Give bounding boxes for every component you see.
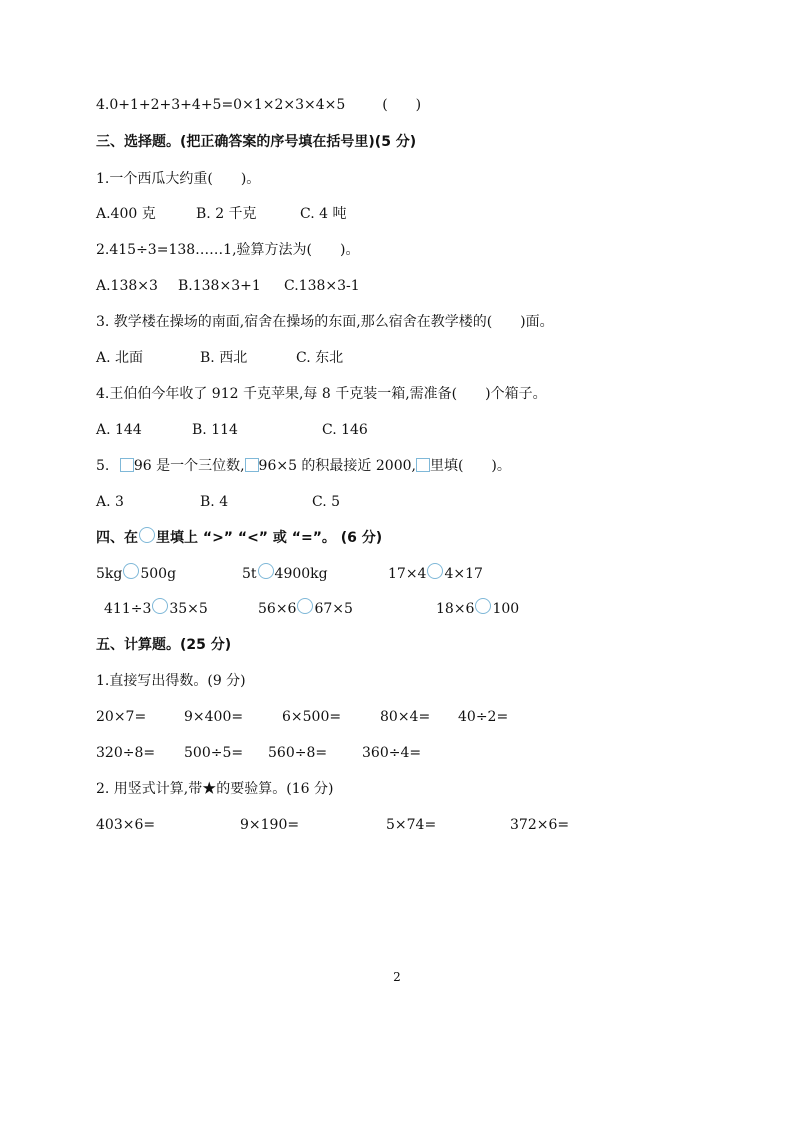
judgement-item-4: [96, 94, 421, 116]
circle-icon: [139, 527, 155, 543]
compare-item: [96, 563, 176, 585]
question-number: 5.: [96, 458, 110, 474]
option-b[interactable]: B. 西北: [200, 350, 248, 366]
choice-question-2: 2.415÷3=138……1,验算方法为( )。: [96, 242, 360, 258]
compare-right: 500g: [140, 566, 177, 582]
calc-item: 5×74=: [386, 817, 437, 833]
choice-question-1: 1.一个西瓜大约重( )。: [96, 171, 261, 187]
section-3-title: 三、选择题。(把正确答案的序号填在括号里)(5 分): [96, 134, 417, 150]
section-4-title: [96, 527, 382, 549]
section-5-sub-2: 2. 用竖式计算,带★的要验算。(16 分): [96, 781, 334, 797]
option-c[interactable]: C.138×3-1: [284, 278, 360, 294]
compare-left: 17×4: [388, 566, 427, 582]
option-b[interactable]: B. 2 千克: [196, 206, 257, 222]
compare-item: [258, 598, 353, 620]
option-b[interactable]: B.138×3+1: [178, 278, 261, 294]
judgement-item-4-text: 4.0+1+2+3+4+5=0×1×2×3×4×5: [96, 97, 346, 113]
calc-item: 560÷8=: [268, 745, 328, 761]
calc-item: 320÷8=: [96, 745, 156, 761]
calc-item: 20×7=: [96, 709, 147, 725]
compare-circle-blank[interactable]: [475, 598, 491, 614]
option-b[interactable]: B. 4: [200, 494, 229, 510]
page-number: 2: [393, 970, 401, 984]
compare-right: 35×5: [169, 601, 208, 617]
question-text: 96 是一个三位数,: [133, 458, 245, 474]
compare-right: 4900kg: [274, 566, 328, 582]
calc-item: 9×400=: [184, 709, 244, 725]
compare-left: 56×6: [258, 601, 297, 617]
compare-left: 18×6: [436, 601, 475, 617]
compare-item: [436, 598, 519, 620]
compare-item: [242, 563, 328, 585]
calc-item: 9×190=: [240, 817, 300, 833]
option-c[interactable]: C. 东北: [296, 350, 344, 366]
compare-right: 67×5: [314, 601, 353, 617]
compare-circle-blank[interactable]: [123, 563, 139, 579]
choice-question-3: 3. 教学楼在操场的南面,宿舍在操场的东面,那么宿舍在教学楼的( )面。: [96, 314, 554, 330]
choice-question-4: 4.王伯伯今年收了 912 千克苹果,每 8 千克装一箱,需准备( )个箱子。: [96, 386, 547, 402]
calc-item: 360÷4=: [362, 745, 422, 761]
compare-circle-blank[interactable]: [258, 563, 274, 579]
calc-item: 6×500=: [282, 709, 342, 725]
section-5-title: 五、计算题。(25 分): [96, 637, 232, 653]
calc-item: 80×4=: [380, 709, 431, 725]
option-a[interactable]: A. 北面: [96, 350, 144, 366]
answer-parentheses[interactable]: ( ): [382, 97, 422, 113]
calc-item: 40÷2=: [458, 709, 509, 725]
compare-left: 5kg: [96, 566, 123, 582]
compare-circle-blank[interactable]: [297, 598, 313, 614]
option-a[interactable]: A. 3: [96, 494, 124, 510]
compare-item: [104, 598, 208, 620]
compare-item: [388, 563, 483, 585]
choice-question-5: [96, 455, 511, 477]
compare-right: 100: [492, 601, 520, 617]
blank-square[interactable]: [120, 458, 134, 472]
question-text: 96×5 的积最接近 2000,: [258, 458, 416, 474]
blank-square[interactable]: [245, 458, 259, 472]
option-b[interactable]: B. 114: [192, 422, 238, 438]
compare-circle-blank[interactable]: [427, 563, 443, 579]
compare-left: 5t: [242, 566, 257, 582]
compare-left: 411÷3: [104, 601, 152, 617]
section-4-title-post: 里填上 “>” “<” 或 “=”。 (6 分): [156, 530, 383, 546]
calc-item: 403×6=: [96, 817, 156, 833]
question-text: 里填( )。: [429, 458, 511, 474]
calc-item: 500÷5=: [184, 745, 244, 761]
calc-item: 372×6=: [510, 817, 570, 833]
option-c[interactable]: C. 4 吨: [300, 206, 347, 222]
compare-right: 4×17: [444, 566, 483, 582]
blank-square[interactable]: [416, 458, 430, 472]
option-c[interactable]: C. 5: [312, 494, 341, 510]
section-4-title-pre: 四、在: [96, 530, 138, 546]
section-5-sub-1: 1.直接写出得数。(9 分): [96, 673, 246, 689]
option-a[interactable]: A.400 克: [96, 206, 156, 222]
option-a[interactable]: A. 144: [96, 422, 142, 438]
compare-circle-blank[interactable]: [152, 598, 168, 614]
option-a[interactable]: A.138×3: [96, 278, 158, 294]
option-c[interactable]: C. 146: [322, 422, 368, 438]
